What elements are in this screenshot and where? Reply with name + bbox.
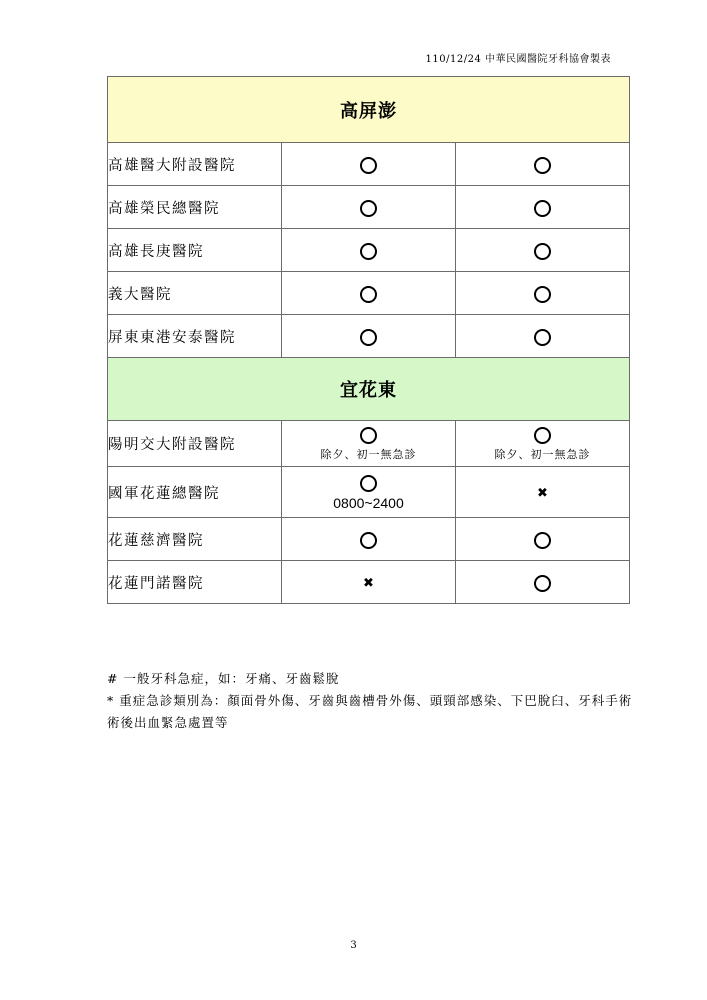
- col2-cell: [456, 229, 630, 272]
- hospital-name: 義大醫院: [108, 272, 282, 315]
- circle-icon: [360, 475, 377, 492]
- col2-cell: [456, 272, 630, 315]
- cross-icon: ✖: [363, 575, 374, 591]
- table-row: [108, 315, 630, 358]
- col1-cell: [282, 229, 456, 272]
- footnote-general: # 一般牙科急症，如：牙痛、牙齒鬆脫: [107, 671, 340, 686]
- circle-icon: [360, 243, 377, 260]
- region-header-row: [108, 77, 630, 143]
- circle-icon: [534, 286, 551, 303]
- col1-cell: [282, 421, 456, 467]
- col1-cell: [282, 186, 456, 229]
- circle-icon: [360, 200, 377, 217]
- circle-icon: [360, 157, 377, 174]
- hospital-name: 陽明交大附設醫院: [108, 421, 282, 467]
- table-row: [108, 229, 630, 272]
- circle-icon: [360, 329, 377, 346]
- circle-icon: [360, 286, 377, 303]
- circle-icon: [534, 427, 551, 444]
- table-row: [108, 143, 630, 186]
- closure-note: 除夕、初一無急診: [320, 448, 417, 461]
- col2-cell: [456, 421, 630, 467]
- table-row: [108, 561, 630, 604]
- col2-cell: [456, 186, 630, 229]
- header-note: 110/12/24 中華民國醫院牙科協會製表: [425, 54, 611, 65]
- circle-icon: [534, 329, 551, 346]
- col2-cell: [456, 561, 630, 604]
- region-header-row: [108, 358, 630, 421]
- col1-cell: [282, 315, 456, 358]
- hours-note: 0800~2400: [333, 495, 404, 511]
- footnote-severe: * 重症急診類別為：顏面骨外傷、牙齒與齒槽骨外傷、頭頸部感染、下巴脫臼、牙科手術術後出血緊急處置等: [107, 693, 633, 730]
- circle-icon: [534, 243, 551, 260]
- table-row: [108, 421, 630, 467]
- col1-cell: [282, 272, 456, 315]
- closure-note: 除夕、初一無急診: [494, 448, 591, 461]
- footnotes: [107, 668, 637, 734]
- col2-cell: [456, 467, 630, 518]
- col1-cell: [282, 467, 456, 518]
- col2-cell: [456, 518, 630, 561]
- table-row: [108, 467, 630, 518]
- hospital-table: [107, 76, 630, 604]
- col2-cell: [456, 315, 630, 358]
- hospital-name: 花蓮慈濟醫院: [108, 518, 282, 561]
- circle-icon: [360, 532, 377, 549]
- hospital-name: 國軍花蓮總醫院: [108, 467, 282, 518]
- region-title: 高屏澎: [108, 77, 630, 143]
- hospital-name: 高雄長庚醫院: [108, 229, 282, 272]
- col1-cell: [282, 143, 456, 186]
- hospital-name: 高雄榮民總醫院: [108, 186, 282, 229]
- table-row: [108, 518, 630, 561]
- circle-icon: [360, 427, 377, 444]
- hospital-name: 高雄醫大附設醫院: [108, 143, 282, 186]
- table-row: [108, 186, 630, 229]
- hospital-name: 花蓮門諾醫院: [108, 561, 282, 604]
- col1-cell: [282, 561, 456, 604]
- page-number: 3: [350, 940, 357, 951]
- circle-icon: [534, 532, 551, 549]
- col1-cell: [282, 518, 456, 561]
- circle-icon: [534, 575, 551, 592]
- table-row: [108, 272, 630, 315]
- region-title: 宜花東: [108, 358, 630, 421]
- cross-icon: ✖: [537, 485, 548, 501]
- hospital-name: 屏東東港安泰醫院: [108, 315, 282, 358]
- circle-icon: [534, 157, 551, 174]
- circle-icon: [534, 200, 551, 217]
- col2-cell: [456, 143, 630, 186]
